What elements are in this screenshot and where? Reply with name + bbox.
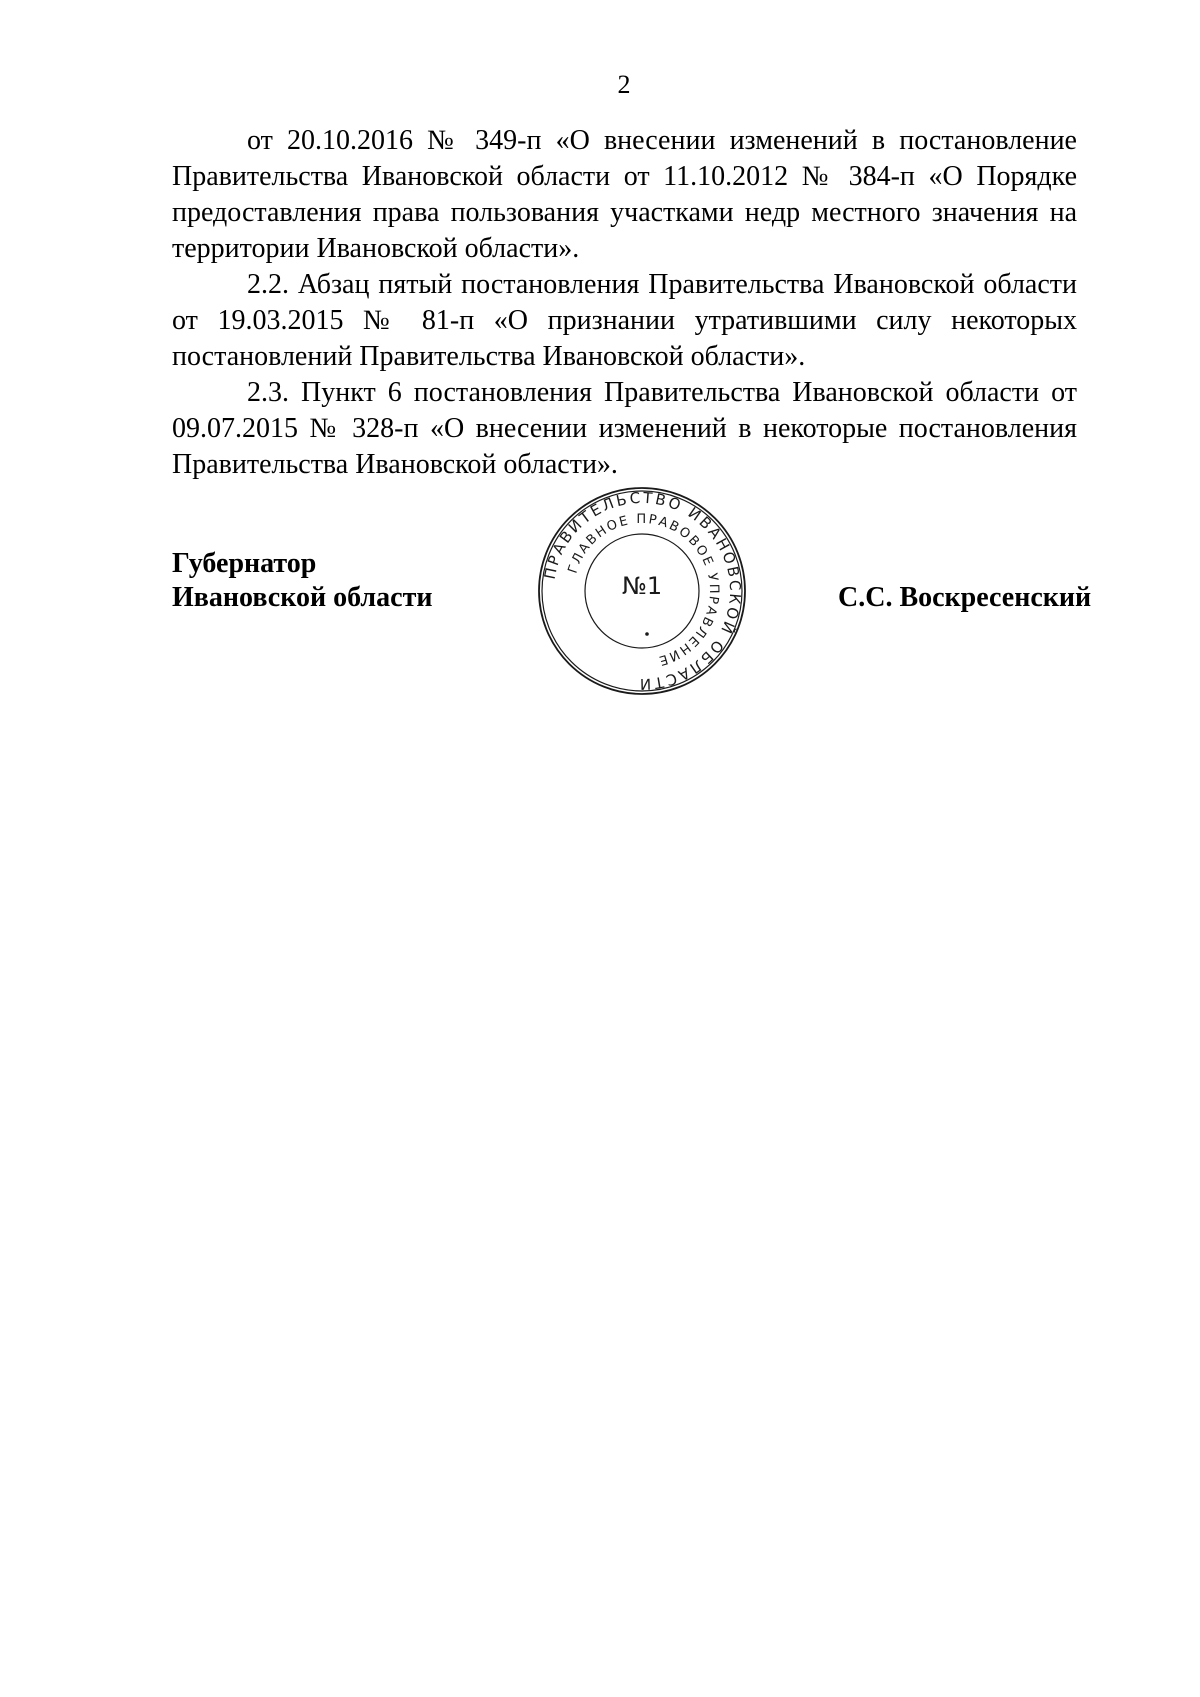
signatory-position-line-2: Ивановской области — [172, 582, 433, 613]
stamp-outer-text: ПРАВИТЕЛЬСТВО ИВАНОВСКОЙ ОБЛАСТИ — [540, 488, 745, 694]
signatory-position — [172, 547, 432, 615]
paragraph-2-2: 2.2. Абзац пятый постановления Правительства Ивановской области от 19.03.2015 № 81-п «О признании утратившими силу некоторых постановлений Правительства Ивановской области». — [172, 269, 1077, 372]
stamp-inner-text: ГЛАВНОЕ ПРАВОВОЕ УПРАВЛЕНИЕ — [565, 511, 722, 669]
document-body — [172, 123, 1077, 483]
signatory-name: С.С. Воскресенский — [838, 582, 1092, 613]
paragraph-2-3: 2.3. Пункт 6 постановления Правительства Ивановской области от 09.07.2015 № 328-п «О внесении изменений в некоторые постановления Правительства Ивановской области». — [172, 377, 1077, 480]
paragraph-continuation: от 20.10.2016 № 349-п «О внесении изменений в постановление Правительства Ивановской области от 11.10.2012 № 384-п «О Порядке предоставления права пользования участками недр местного значения на территории Ивановской области». — [172, 125, 1077, 264]
page-number: 2 — [617, 70, 631, 99]
signatory-position-line-1: Губернатор — [172, 548, 317, 579]
stamp-number: №1 — [621, 572, 663, 600]
official-stamp — [535, 484, 749, 698]
